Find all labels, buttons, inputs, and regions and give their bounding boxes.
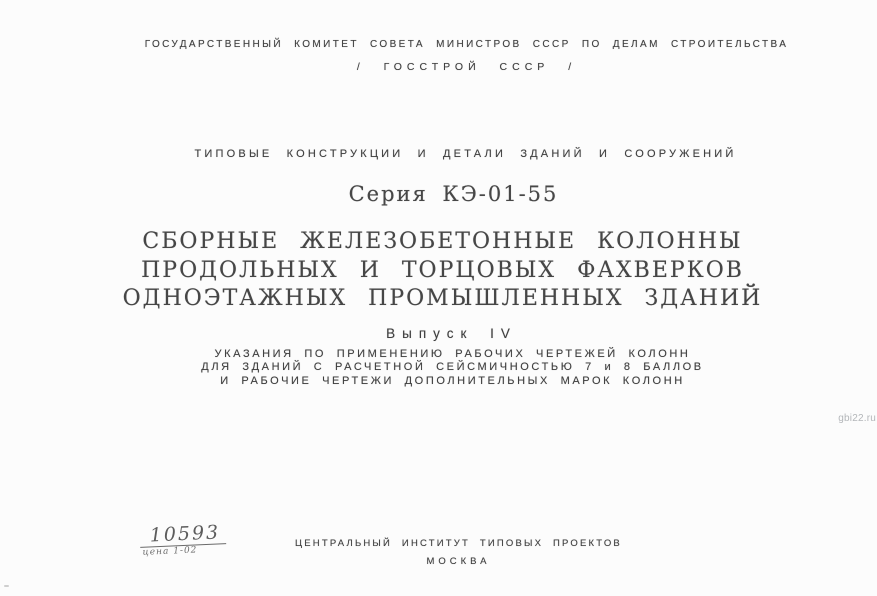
subtitle-line-2: ДЛЯ ЗДАНИЙ С РАСЧЕТНОЙ СЕЙСМИЧНОСТЬЮ 7 и 8 БАЛЛОВ bbox=[201, 361, 704, 374]
document-subtitle bbox=[0, 348, 877, 388]
stamp-price: цена 1-02 bbox=[142, 545, 198, 558]
series-designation: Серия КЭ-01-55 bbox=[348, 182, 559, 206]
agency-short-name-line: / ГОССТРОЙ СССР / bbox=[356, 61, 577, 73]
agency-header bbox=[0, 39, 877, 73]
agency-name-line: ГОСУДАРСТВЕННЫЙ КОМИТЕТ СОВЕТА МИНИСТРОВ СССР ПО ДЕЛАМ СТРОИТЕЛЬСТВА bbox=[144, 39, 789, 50]
issue-number: Выпуск IV bbox=[386, 326, 517, 341]
publisher-city: МОСКВА bbox=[426, 556, 491, 567]
title-line-3: ОДНОЭТАЖНЫХ ПРОМЫШЛЕННЫХ ЗДАНИЙ bbox=[122, 286, 763, 311]
site-watermark: gbi22.ru bbox=[838, 413, 876, 424]
title-line-2: ПРОДОЛЬНЫХ И ТОРЦОВЫХ ФАХВЕРКОВ bbox=[141, 257, 744, 283]
stamp-inventory-number: 10593 bbox=[139, 523, 226, 548]
subtitle-line-3: И РАБОЧИЕ ЧЕРТЕЖИ ДОПОЛНИТЕЛЬНЫХ МАРОК КОЛОНН bbox=[220, 374, 685, 387]
document-subject-line: ТИПОВЫЕ КОНСТРУКЦИИ И ДЕТАЛИ ЗДАНИЙ И СООРУЖЕНИЙ bbox=[194, 148, 737, 160]
subtitle-line-1: УКАЗАНИЯ ПО ПРИМЕНЕНИЮ РАБОЧИХ ЧЕРТЕЖЕЙ КОЛОНН bbox=[214, 348, 691, 360]
scan-noise-speck bbox=[4, 585, 9, 587]
title-line-1: СБОРНЫЕ ЖЕЛЕЗОБЕТОННЫЕ КОЛОННЫ bbox=[142, 229, 743, 254]
document-title bbox=[0, 228, 877, 314]
publisher-footer bbox=[0, 538, 877, 567]
publisher-institute: ЦЕНТРАЛЬНЫЙ ИНСТИТУТ ТИПОВЫХ ПРОЕКТОВ bbox=[295, 538, 622, 549]
